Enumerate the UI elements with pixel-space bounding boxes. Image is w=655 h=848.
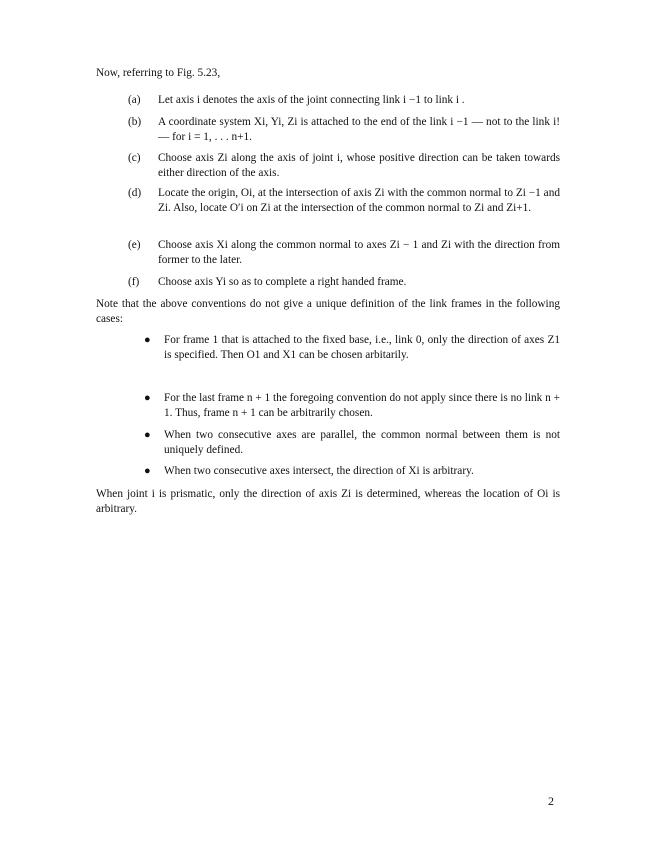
list-item bbox=[122, 151, 560, 180]
item-label: (c) bbox=[128, 152, 141, 164]
list-item bbox=[122, 93, 560, 108]
item-text: Let axis i denotes the axis of the joint connecting link i −1 to link i . bbox=[158, 94, 465, 106]
bullet-item bbox=[140, 391, 560, 420]
page-number: 2 bbox=[548, 794, 554, 808]
item-text: A coordinate system Xi, Yi, Zi is attached to the end of the link i −1 — not to the link i! — for i = 1, . . . n+1. bbox=[158, 116, 560, 143]
item-label: (e) bbox=[128, 239, 141, 251]
bullet-item bbox=[140, 333, 560, 362]
bullet-item bbox=[140, 428, 560, 457]
item-text: Choose axis Zi along the axis of joint i, whose positive direction can be taken towards either direction of the axis. bbox=[158, 152, 560, 179]
bullet-text: For the last frame n + 1 the foregoing convention do not apply since there is no link n + 1. Thus, frame n + 1 can be arbitrarily chosen. bbox=[164, 392, 560, 419]
list-item bbox=[122, 238, 560, 267]
note-paragraph: Note that the above conventions do not give a unique definition of the link frames in the following cases: bbox=[96, 298, 560, 325]
closing-paragraph: When joint i is prismatic, only the direction of axis Zi is determined, whereas the location of Oi is arbitrary. bbox=[96, 488, 560, 515]
item-text: Choose axis Yi so as to complete a right handed frame. bbox=[158, 276, 407, 288]
list-item bbox=[122, 275, 560, 290]
item-label: (f) bbox=[128, 276, 140, 288]
bullet-icon: ● bbox=[144, 392, 151, 404]
item-text: Choose axis Xi along the common normal to axes Zi − 1 and Zi with the direction from former to the later. bbox=[158, 239, 560, 266]
list-item bbox=[122, 115, 560, 144]
bullet-text: For frame 1 that is attached to the fixed base, i.e., link 0, only the direction of axes Z1 is specified. Then O1 and X1 can be chosen arbitarily. bbox=[164, 334, 560, 361]
bullet-icon: ● bbox=[144, 429, 151, 441]
item-label: (a) bbox=[128, 94, 141, 106]
bullet-text: When two consecutive axes intersect, the direction of Xi is arbitrary. bbox=[164, 465, 474, 477]
item-text: Locate the origin, Oi, at the intersection of axis Zi with the common normal to Zi −1 and Zi. Also, locate O′i on Zi at the intersection of the common normal to Zi and Zi+1. bbox=[158, 187, 560, 214]
bullet-item bbox=[140, 464, 560, 479]
bullet-text: When two consecutive axes are parallel, the common normal between them is not uniquely defined. bbox=[164, 429, 560, 456]
list-item bbox=[122, 186, 560, 215]
item-label: (d) bbox=[128, 187, 142, 199]
bullet-icon: ● bbox=[144, 334, 151, 346]
bullet-icon: ● bbox=[144, 465, 151, 477]
intro-text: Now, referring to Fig. 5.23, bbox=[96, 67, 221, 79]
item-label: (b) bbox=[128, 116, 142, 128]
